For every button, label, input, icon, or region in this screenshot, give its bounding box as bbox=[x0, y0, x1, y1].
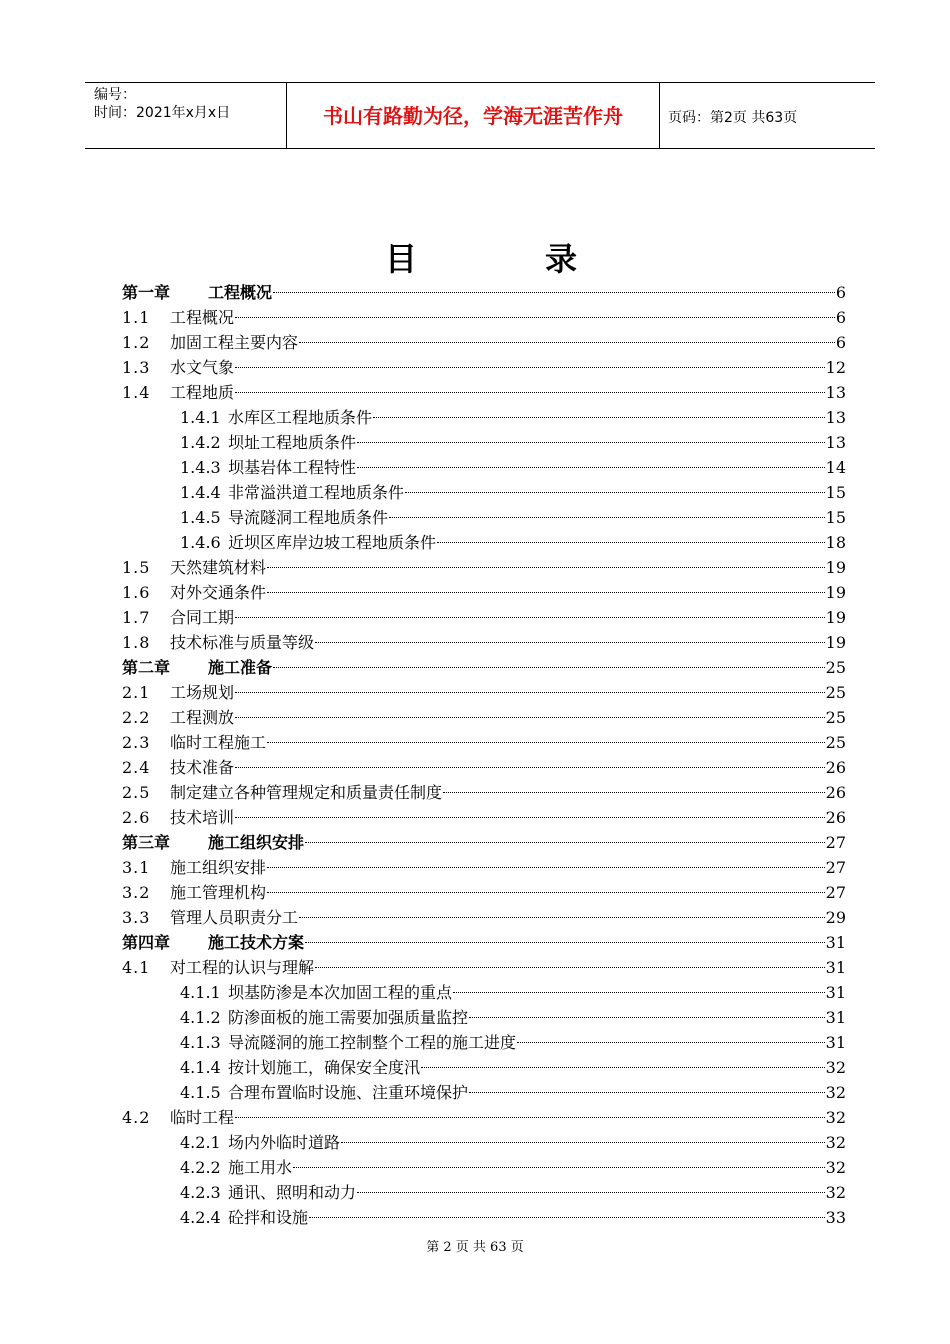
toc-entry-title: 技术准备 bbox=[170, 758, 235, 777]
toc-entry[interactable] bbox=[122, 1105, 846, 1130]
toc-entry-number: 1.7 bbox=[122, 608, 151, 627]
toc-dot-leader bbox=[309, 1217, 825, 1218]
header-bottom-rule bbox=[85, 148, 875, 149]
toc-entry-page: 18 bbox=[825, 533, 846, 552]
toc-entry-number: 1.4.4 bbox=[180, 483, 221, 502]
toc-dot-leader bbox=[357, 1192, 825, 1193]
toc-dot-leader bbox=[273, 292, 835, 293]
toc-entry[interactable] bbox=[122, 1130, 846, 1155]
toc-entry-number: 第三章 bbox=[122, 833, 171, 852]
toc-entry[interactable] bbox=[122, 680, 846, 705]
toc-entry-page: 6 bbox=[835, 283, 846, 302]
toc-entry[interactable] bbox=[122, 580, 846, 605]
toc-entry-number: 4.2.4 bbox=[180, 1208, 221, 1227]
toc-entry-number: 1.4 bbox=[122, 383, 151, 402]
toc-entry[interactable] bbox=[122, 755, 846, 780]
toc-entry-page: 27 bbox=[825, 833, 846, 852]
page-title bbox=[385, 234, 577, 280]
toc-entry[interactable] bbox=[122, 455, 846, 480]
toc-entry-number: 1.8 bbox=[122, 633, 151, 652]
toc-entry-title: 合同工期 bbox=[170, 608, 235, 627]
toc-entry-number: 3.2 bbox=[122, 883, 151, 902]
toc-entry[interactable] bbox=[122, 1205, 846, 1230]
toc-entry-page: 31 bbox=[825, 983, 846, 1002]
toc-entry[interactable] bbox=[122, 355, 846, 380]
toc-entry-title: 对外交通条件 bbox=[170, 583, 267, 602]
page-footer: 第 2 页 共 63 页 bbox=[426, 1240, 524, 1255]
toc-entry-page: 25 bbox=[825, 683, 846, 702]
toc-dot-leader bbox=[235, 1117, 825, 1118]
toc-entry-page: 33 bbox=[825, 1208, 846, 1227]
toc-entry-page: 25 bbox=[825, 708, 846, 727]
toc-entry-page: 32 bbox=[825, 1108, 846, 1127]
toc-dot-leader bbox=[421, 1067, 825, 1068]
title-char-2: 录 bbox=[545, 240, 578, 278]
header-motto: 书山有路勤为径，学海无涯苦作舟 bbox=[323, 104, 623, 128]
toc-dot-leader bbox=[267, 867, 825, 868]
toc-entry-number: 4.1.3 bbox=[180, 1033, 221, 1052]
toc-entry-title: 临时工程 bbox=[170, 1108, 235, 1127]
toc-entry-title: 坝基防渗是本次加固工程的重点 bbox=[228, 983, 453, 1002]
toc-entry-title: 施工准备 bbox=[208, 658, 273, 677]
toc-entry-page: 32 bbox=[825, 1058, 846, 1077]
toc-entry-number: 1.5 bbox=[122, 558, 151, 577]
toc-entry-page: 19 bbox=[825, 608, 846, 627]
toc-entry-title: 加固工程主要内容 bbox=[170, 333, 299, 352]
toc-entry[interactable] bbox=[122, 530, 846, 555]
toc-entry-page: 26 bbox=[825, 758, 846, 777]
toc-entry-title: 工程地质 bbox=[170, 383, 235, 402]
toc-entry[interactable] bbox=[122, 280, 846, 305]
toc-entry-page: 29 bbox=[825, 908, 846, 927]
toc-entry-number: 1.4.3 bbox=[180, 458, 221, 477]
toc-entry[interactable] bbox=[122, 305, 846, 330]
toc-dot-leader bbox=[299, 342, 835, 343]
toc-entry[interactable] bbox=[122, 480, 846, 505]
toc-dot-leader bbox=[437, 542, 825, 543]
toc-dot-leader bbox=[273, 667, 825, 668]
toc-entry-title: 施工组织安排 bbox=[208, 833, 305, 852]
toc-entry-title: 工程概况 bbox=[208, 283, 273, 302]
toc-entry-page: 26 bbox=[825, 783, 846, 802]
toc-dot-leader bbox=[517, 1042, 825, 1043]
toc-entry-page: 25 bbox=[825, 658, 846, 677]
header-divider-right bbox=[659, 82, 660, 148]
toc-entry-number: 4.2 bbox=[122, 1108, 151, 1127]
toc-entry-number: 1.2 bbox=[122, 333, 151, 352]
toc-entry-title: 技术标准与质量等级 bbox=[170, 633, 315, 652]
header-meta bbox=[94, 86, 230, 122]
toc-entry-title: 施工组织安排 bbox=[170, 858, 267, 877]
toc-entry-number: 3.3 bbox=[122, 908, 151, 927]
toc-entry[interactable] bbox=[122, 1180, 846, 1205]
toc-entry-page: 19 bbox=[825, 583, 846, 602]
toc-entry[interactable] bbox=[122, 1080, 846, 1105]
toc-entry[interactable] bbox=[122, 880, 846, 905]
toc-dot-leader bbox=[267, 592, 825, 593]
toc-entry-title: 管理人员职责分工 bbox=[170, 908, 299, 927]
toc-entry-page: 32 bbox=[825, 1158, 846, 1177]
toc-dot-leader bbox=[299, 917, 825, 918]
toc-entry-number: 4.2.1 bbox=[180, 1133, 221, 1152]
toc-entry-number: 1.6 bbox=[122, 583, 151, 602]
toc-entry-number: 1.3 bbox=[122, 358, 151, 377]
toc-entry[interactable] bbox=[122, 780, 846, 805]
toc-dot-leader bbox=[315, 642, 825, 643]
toc-entry-number: 2.6 bbox=[122, 808, 151, 827]
toc-entry-title: 场内外临时道路 bbox=[228, 1133, 341, 1152]
toc-entry-number: 1.1 bbox=[122, 308, 151, 327]
toc-dot-leader bbox=[235, 317, 835, 318]
header-page-info: 页码：第2页 共63页 bbox=[668, 110, 798, 126]
toc-entry-page: 13 bbox=[825, 383, 846, 402]
toc-entry[interactable] bbox=[122, 1155, 846, 1180]
toc-entry-title: 合理布置临时设施、注重环境保护 bbox=[228, 1083, 469, 1102]
toc-dot-leader bbox=[469, 1017, 825, 1018]
toc-entry-title: 技术培训 bbox=[170, 808, 235, 827]
toc-entry-number: 4.2.2 bbox=[180, 1158, 221, 1177]
toc-dot-leader bbox=[235, 767, 825, 768]
toc-entry-title: 施工用水 bbox=[228, 1158, 293, 1177]
toc-entry-title: 水文气象 bbox=[170, 358, 235, 377]
toc-dot-leader bbox=[469, 1092, 825, 1093]
toc-entry-page: 25 bbox=[825, 733, 846, 752]
toc-dot-leader bbox=[357, 467, 825, 468]
title-char-1: 目 bbox=[385, 240, 418, 278]
toc-dot-leader bbox=[315, 967, 825, 968]
toc-entry-title: 工场规划 bbox=[170, 683, 235, 702]
toc-entry-page: 19 bbox=[825, 633, 846, 652]
toc-entry-title: 天然建筑材料 bbox=[170, 558, 267, 577]
toc-dot-leader bbox=[267, 567, 825, 568]
table-of-contents bbox=[122, 280, 846, 1230]
toc-entry-number: 1.4.2 bbox=[180, 433, 221, 452]
toc-entry[interactable] bbox=[122, 605, 846, 630]
toc-dot-leader bbox=[235, 392, 825, 393]
toc-entry-page: 32 bbox=[825, 1183, 846, 1202]
toc-entry[interactable] bbox=[122, 1005, 846, 1030]
toc-dot-leader bbox=[267, 742, 825, 743]
toc-dot-leader bbox=[235, 817, 825, 818]
toc-entry-page: 6 bbox=[835, 333, 846, 352]
toc-entry-number: 4.2.3 bbox=[180, 1183, 221, 1202]
toc-dot-leader bbox=[357, 442, 825, 443]
toc-dot-leader bbox=[405, 492, 825, 493]
toc-entry-title: 导流隧洞工程地质条件 bbox=[228, 508, 389, 527]
toc-entry-page: 15 bbox=[825, 483, 846, 502]
toc-entry-page: 31 bbox=[825, 1008, 846, 1027]
toc-entry-title: 防渗面板的施工需要加强质量监控 bbox=[228, 1008, 469, 1027]
toc-entry[interactable] bbox=[122, 905, 846, 930]
toc-entry-title: 施工管理机构 bbox=[170, 883, 267, 902]
toc-entry-number: 2.1 bbox=[122, 683, 151, 702]
toc-entry-number: 4.1.1 bbox=[180, 983, 221, 1002]
toc-dot-leader bbox=[389, 517, 825, 518]
toc-entry-title: 制定建立各种管理规定和质量责任制度 bbox=[170, 783, 443, 802]
toc-entry-page: 14 bbox=[825, 458, 846, 477]
toc-entry-page: 19 bbox=[825, 558, 846, 577]
toc-entry[interactable] bbox=[122, 505, 846, 530]
toc-entry-title: 对工程的认识与理解 bbox=[170, 958, 315, 977]
toc-entry-title: 近坝区库岸边坡工程地质条件 bbox=[228, 533, 437, 552]
toc-entry[interactable] bbox=[122, 1055, 846, 1080]
toc-entry[interactable] bbox=[122, 805, 846, 830]
toc-dot-leader bbox=[235, 367, 825, 368]
toc-entry-number: 1.4.5 bbox=[180, 508, 221, 527]
toc-entry-page: 31 bbox=[825, 1033, 846, 1052]
toc-entry[interactable] bbox=[122, 630, 846, 655]
toc-dot-leader bbox=[235, 717, 825, 718]
toc-entry-number: 2.2 bbox=[122, 708, 151, 727]
toc-entry-page: 6 bbox=[835, 308, 846, 327]
toc-entry-page: 32 bbox=[825, 1133, 846, 1152]
toc-entry-number: 2.5 bbox=[122, 783, 151, 802]
toc-entry[interactable] bbox=[122, 955, 846, 980]
toc-entry-title: 坝址工程地质条件 bbox=[228, 433, 357, 452]
toc-entry-title: 按计划施工，确保安全度汛 bbox=[228, 1058, 421, 1077]
toc-entry-number: 1.4.6 bbox=[180, 533, 221, 552]
header-time-label: 时间：2021年x月x日 bbox=[94, 105, 231, 121]
toc-entry-title: 水库区工程地质条件 bbox=[228, 408, 373, 427]
toc-entry-number: 2.3 bbox=[122, 733, 151, 752]
toc-dot-leader bbox=[443, 792, 825, 793]
toc-entry-number: 3.1 bbox=[122, 858, 151, 877]
toc-entry[interactable] bbox=[122, 930, 846, 955]
toc-entry[interactable] bbox=[122, 405, 846, 430]
toc-entry-number: 4.1.5 bbox=[180, 1083, 221, 1102]
toc-entry-page: 32 bbox=[825, 1083, 846, 1102]
toc-dot-leader bbox=[235, 617, 825, 618]
toc-entry-title: 通讯、照明和动力 bbox=[228, 1183, 357, 1202]
toc-entry-page: 31 bbox=[825, 958, 846, 977]
toc-entry-page: 15 bbox=[825, 508, 846, 527]
toc-entry[interactable] bbox=[122, 555, 846, 580]
toc-entry-title: 导流隧洞的施工控制整个工程的施工进度 bbox=[228, 1033, 517, 1052]
toc-entry-title: 临时工程施工 bbox=[170, 733, 267, 752]
header-number-label: 编号： bbox=[94, 87, 136, 103]
toc-entry-title: 砼拌和设施 bbox=[228, 1208, 309, 1227]
toc-entry[interactable] bbox=[122, 855, 846, 880]
toc-entry-title: 施工技术方案 bbox=[208, 933, 305, 952]
toc-dot-leader bbox=[373, 417, 825, 418]
toc-entry-title: 坝基岩体工程特性 bbox=[228, 458, 357, 477]
toc-entry-page: 13 bbox=[825, 433, 846, 452]
toc-entry[interactable] bbox=[122, 980, 846, 1005]
toc-entry[interactable] bbox=[122, 705, 846, 730]
toc-dot-leader bbox=[341, 1142, 825, 1143]
toc-entry-page: 31 bbox=[825, 933, 846, 952]
toc-entry-title: 工程测放 bbox=[170, 708, 235, 727]
toc-entry-title: 工程概况 bbox=[170, 308, 235, 327]
toc-dot-leader bbox=[305, 842, 825, 843]
toc-entry-number: 第四章 bbox=[122, 933, 171, 952]
toc-entry-number: 4.1.4 bbox=[180, 1058, 221, 1077]
toc-dot-leader bbox=[267, 892, 825, 893]
toc-entry-number: 4.1.2 bbox=[180, 1008, 221, 1027]
toc-entry-page: 13 bbox=[825, 408, 846, 427]
toc-entry[interactable] bbox=[122, 830, 846, 855]
toc-dot-leader bbox=[235, 692, 825, 693]
toc-entry-number: 第二章 bbox=[122, 658, 171, 677]
toc-entry[interactable] bbox=[122, 655, 846, 680]
toc-entry-number: 1.4.1 bbox=[180, 408, 221, 427]
toc-entry-page: 27 bbox=[825, 883, 846, 902]
toc-entry-title: 非常溢洪道工程地质条件 bbox=[228, 483, 405, 502]
toc-entry-page: 12 bbox=[825, 358, 846, 377]
toc-dot-leader bbox=[305, 942, 825, 943]
toc-entry-page: 27 bbox=[825, 858, 846, 877]
toc-dot-leader bbox=[293, 1167, 825, 1168]
toc-entry[interactable] bbox=[122, 380, 846, 405]
toc-entry[interactable] bbox=[122, 330, 846, 355]
header-top-rule bbox=[85, 82, 875, 83]
toc-entry[interactable] bbox=[122, 730, 846, 755]
toc-entry-number: 4.1 bbox=[122, 958, 151, 977]
toc-dot-leader bbox=[453, 992, 825, 993]
toc-entry-page: 26 bbox=[825, 808, 846, 827]
toc-entry[interactable] bbox=[122, 1030, 846, 1055]
toc-entry-number: 第一章 bbox=[122, 283, 171, 302]
toc-entry[interactable] bbox=[122, 430, 846, 455]
toc-entry-number: 2.4 bbox=[122, 758, 151, 777]
